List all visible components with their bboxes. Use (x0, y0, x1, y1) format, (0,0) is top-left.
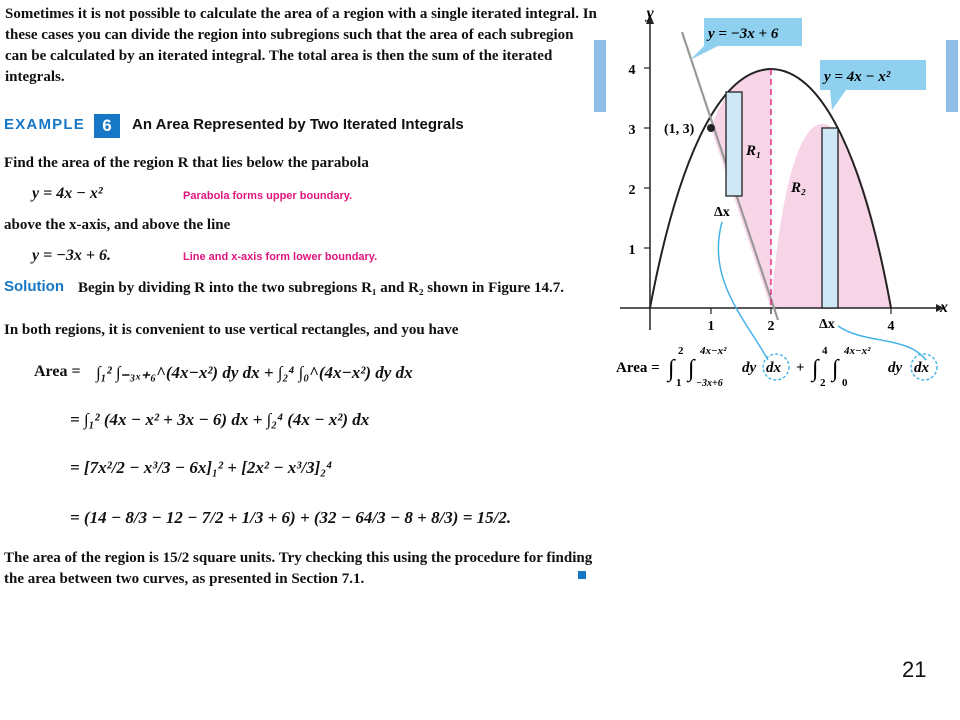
example-number: 6 (94, 114, 120, 138)
example-label: EXAMPLE (4, 116, 85, 133)
rectangle-r2 (822, 128, 838, 308)
line-note: Line and x-axis form lower boundary. (183, 251, 378, 263)
solution-text: Begin by dividing R into the two subregions R₁ and R₂ shown in Figure 14.7. (78, 280, 565, 296)
area-line-4: = (14 − 8/3 − 12 − 7/2 + 1/3 + 6) + (32 − 64/3 − 8 + 8/3) = 15/2. (70, 508, 512, 527)
conclusion-text: The area of the region is 15/2 square units. Try checking this using the procedure for finding the area between two curves, as presented in Section 7.1. (4, 550, 593, 587)
bottom-dx-2: dx (914, 360, 929, 376)
x-tick-2: 2 (767, 319, 775, 334)
line-equation: y = −3x + 6. (32, 247, 112, 264)
bottom-integral-2: ∫ (688, 356, 695, 382)
point-label: (1, 3) (664, 122, 695, 137)
page-number: 21 (902, 657, 927, 682)
regions-text: In both regions, it is convenient to use vertical rectangles, and you have (4, 322, 459, 338)
y-tick-2: 2 (628, 183, 636, 198)
bottom-dy-1: dy (742, 360, 757, 376)
area-line-3: = [7x²/2 − x³/3 − 6x]₁² + [2x² − x³/3]₂⁴ (70, 458, 333, 477)
region-r1-label: R₁ (746, 143, 762, 159)
x-tick-1: 1 (707, 319, 715, 334)
y-tick-3: 3 (628, 123, 636, 138)
rectangle-r1 (726, 92, 742, 196)
bottom-int2-upper: 4x−x² (700, 345, 727, 357)
delta-x-right: Δx (819, 317, 835, 332)
bottom-int2-lower: −3x+6 (696, 378, 723, 389)
area-line-2: = ∫₁² (4x − x² + 3x − 6) dx + ∫₂⁴ (4x − x²) dx (70, 410, 370, 429)
bottom-integral-3: ∫ (812, 356, 819, 382)
bottom-dx-1: dx (766, 360, 781, 376)
parabola-note: Parabola forms upper boundary. (183, 190, 353, 202)
bottom-int1-lower: 1 (676, 377, 682, 389)
parabola-label-callout (820, 60, 926, 110)
intro-paragraph: Sometimes it is not possible to calculate the area of a region with a single iterated integral. In these cases you can divide the region into subregions such that the area of each subregion can be calculated by an iterated integral. The total area is then the sum of the iterated integrals. (5, 6, 597, 85)
decorative-bar-left (594, 40, 606, 112)
bottom-area-label: Area = (616, 360, 660, 376)
bottom-integral-4: ∫ (832, 356, 839, 382)
bottom-int1-upper: 2 (678, 345, 684, 357)
end-of-example-marker (578, 571, 586, 579)
bottom-int3-lower: 2 (820, 377, 826, 389)
example-title: An Area Represented by Two Iterated Integrals (132, 116, 464, 133)
parabola-equation: y = 4x − x² (32, 185, 103, 202)
x-axis-label: x (940, 299, 948, 316)
y-ticks (644, 68, 650, 248)
area-label: Area = (34, 363, 81, 380)
line-label: y = −3x + 6 (708, 26, 779, 42)
region-r2-label: R₂ (791, 180, 807, 196)
bottom-int3-upper: 4 (822, 345, 828, 357)
bottom-plus: + (796, 360, 805, 376)
solution-label: Solution (4, 278, 64, 295)
bottom-integral-1: ∫ (668, 356, 675, 382)
area-line-1: ∫₁² ∫₋₃ₓ₊₆^(4x−x²) dy dx + ∫₂⁴ ∫₀^(4x−x²) dy dx (96, 363, 413, 382)
y-axis-label: y (646, 5, 654, 22)
figure-14-7 (606, 0, 960, 400)
bottom-int4-upper: 4x−x² (844, 345, 871, 357)
problem-above-text: above the x-axis, and above the line (4, 217, 231, 233)
intersection-point (707, 124, 715, 132)
parabola-label: y = 4x − x² (824, 69, 891, 85)
delta-x-left: Δx (714, 205, 730, 220)
bottom-dy-2: dy (888, 360, 903, 376)
bottom-int4-lower: 0 (842, 377, 848, 389)
x-tick-4: 4 (887, 319, 895, 334)
problem-find-text: Find the area of the region R that lies below the parabola (4, 155, 369, 171)
y-tick-4: 4 (628, 63, 636, 78)
y-tick-1: 1 (628, 243, 636, 258)
